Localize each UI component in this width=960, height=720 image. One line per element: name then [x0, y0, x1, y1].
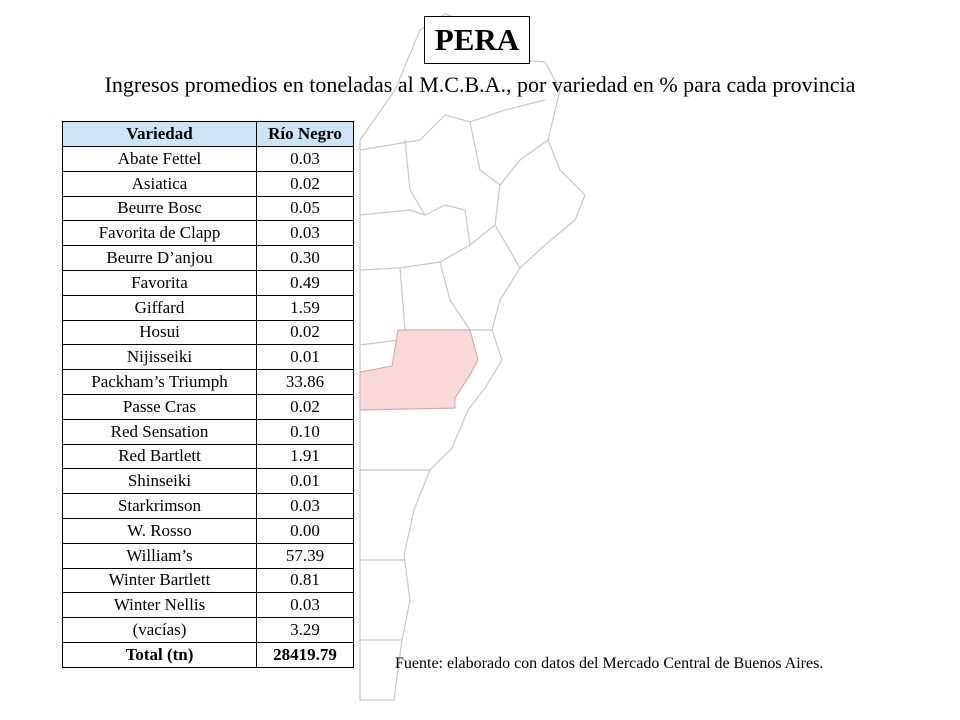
total-label: Total (tn) — [63, 642, 257, 667]
table-header-row — [63, 122, 354, 147]
value-cell: 0.05 — [257, 196, 354, 221]
table-row — [63, 295, 354, 320]
value-cell: 0.10 — [257, 419, 354, 444]
table-row — [63, 419, 354, 444]
value-cell: 3.29 — [257, 618, 354, 643]
table-row — [63, 246, 354, 271]
value-cell: 0.49 — [257, 270, 354, 295]
variety-cell: Abate Fettel — [63, 147, 257, 172]
table-row — [63, 469, 354, 494]
variety-cell: William’s — [63, 543, 257, 568]
variety-cell: Red Bartlett — [63, 444, 257, 469]
variety-cell: Giffard — [63, 295, 257, 320]
value-cell: 0.81 — [257, 568, 354, 593]
total-row — [63, 642, 354, 667]
column-header-rio-negro: Río Negro — [257, 122, 354, 147]
variety-cell: Winter Nellis — [63, 593, 257, 618]
total-value: 28419.79 — [257, 642, 354, 667]
value-cell: 33.86 — [257, 370, 354, 395]
value-cell: 0.03 — [257, 147, 354, 172]
province-border-1 — [360, 100, 545, 150]
variety-table — [62, 121, 354, 668]
variety-cell: W. Rosso — [63, 518, 257, 543]
value-cell: 57.39 — [257, 543, 354, 568]
province-border-4 — [495, 185, 520, 268]
value-cell: 1.91 — [257, 444, 354, 469]
province-rio-negro-highlight — [360, 330, 478, 410]
variety-cell: Packham’s Triumph — [63, 370, 257, 395]
table-row — [63, 147, 354, 172]
table-row — [63, 593, 354, 618]
value-cell: 0.03 — [257, 593, 354, 618]
value-cell: 0.03 — [257, 494, 354, 519]
province-border-3 — [470, 122, 548, 185]
province-border-7 — [400, 268, 470, 330]
table-row — [63, 618, 354, 643]
table-row — [63, 320, 354, 345]
variety-cell: Starkrimson — [63, 494, 257, 519]
table-row — [63, 221, 354, 246]
variety-cell: Winter Bartlett — [63, 568, 257, 593]
table-row — [63, 394, 354, 419]
value-cell: 0.03 — [257, 221, 354, 246]
province-border-8 — [440, 262, 492, 330]
table-row — [63, 171, 354, 196]
value-cell: 1.59 — [257, 295, 354, 320]
column-header-variety: Variedad — [63, 122, 257, 147]
page-title: PERA — [424, 16, 530, 64]
value-cell: 0.02 — [257, 394, 354, 419]
table-row — [63, 370, 354, 395]
variety-cell: Shinseiki — [63, 469, 257, 494]
value-cell: 0.30 — [257, 246, 354, 271]
table-row — [63, 270, 354, 295]
variety-cell: Hosui — [63, 320, 257, 345]
table-row — [63, 345, 354, 370]
table-row — [63, 196, 354, 221]
province-border-5 — [360, 210, 425, 215]
source-note: Fuente: elaborado con datos del Mercado Central de Buenos Aires. — [395, 655, 824, 672]
variety-cell: Passe Cras — [63, 394, 257, 419]
province-border-6 — [360, 225, 495, 270]
table-row — [63, 518, 354, 543]
variety-cell: Favorita — [63, 270, 257, 295]
variety-cell: Red Sensation — [63, 419, 257, 444]
table-row — [63, 543, 354, 568]
table-row — [63, 494, 354, 519]
variety-cell: Beurre D’anjou — [63, 246, 257, 271]
province-border-9 — [360, 340, 398, 345]
value-cell: 0.02 — [257, 171, 354, 196]
value-cell: 0.00 — [257, 518, 354, 543]
table-row — [63, 444, 354, 469]
variety-cell: Nijisseiki — [63, 345, 257, 370]
variety-cell: Beurre Bosc — [63, 196, 257, 221]
value-cell: 0.01 — [257, 469, 354, 494]
variety-cell: Favorita de Clapp — [63, 221, 257, 246]
table-row — [63, 568, 354, 593]
province-border-2 — [405, 140, 470, 245]
page-subtitle: Ingresos promedios en toneladas al M.C.B.A., por variedad en % para cada provincia — [104, 72, 856, 97]
variety-cell: (vacías) — [63, 618, 257, 643]
variety-cell: Asiatica — [63, 171, 257, 196]
value-cell: 0.01 — [257, 345, 354, 370]
value-cell: 0.02 — [257, 320, 354, 345]
